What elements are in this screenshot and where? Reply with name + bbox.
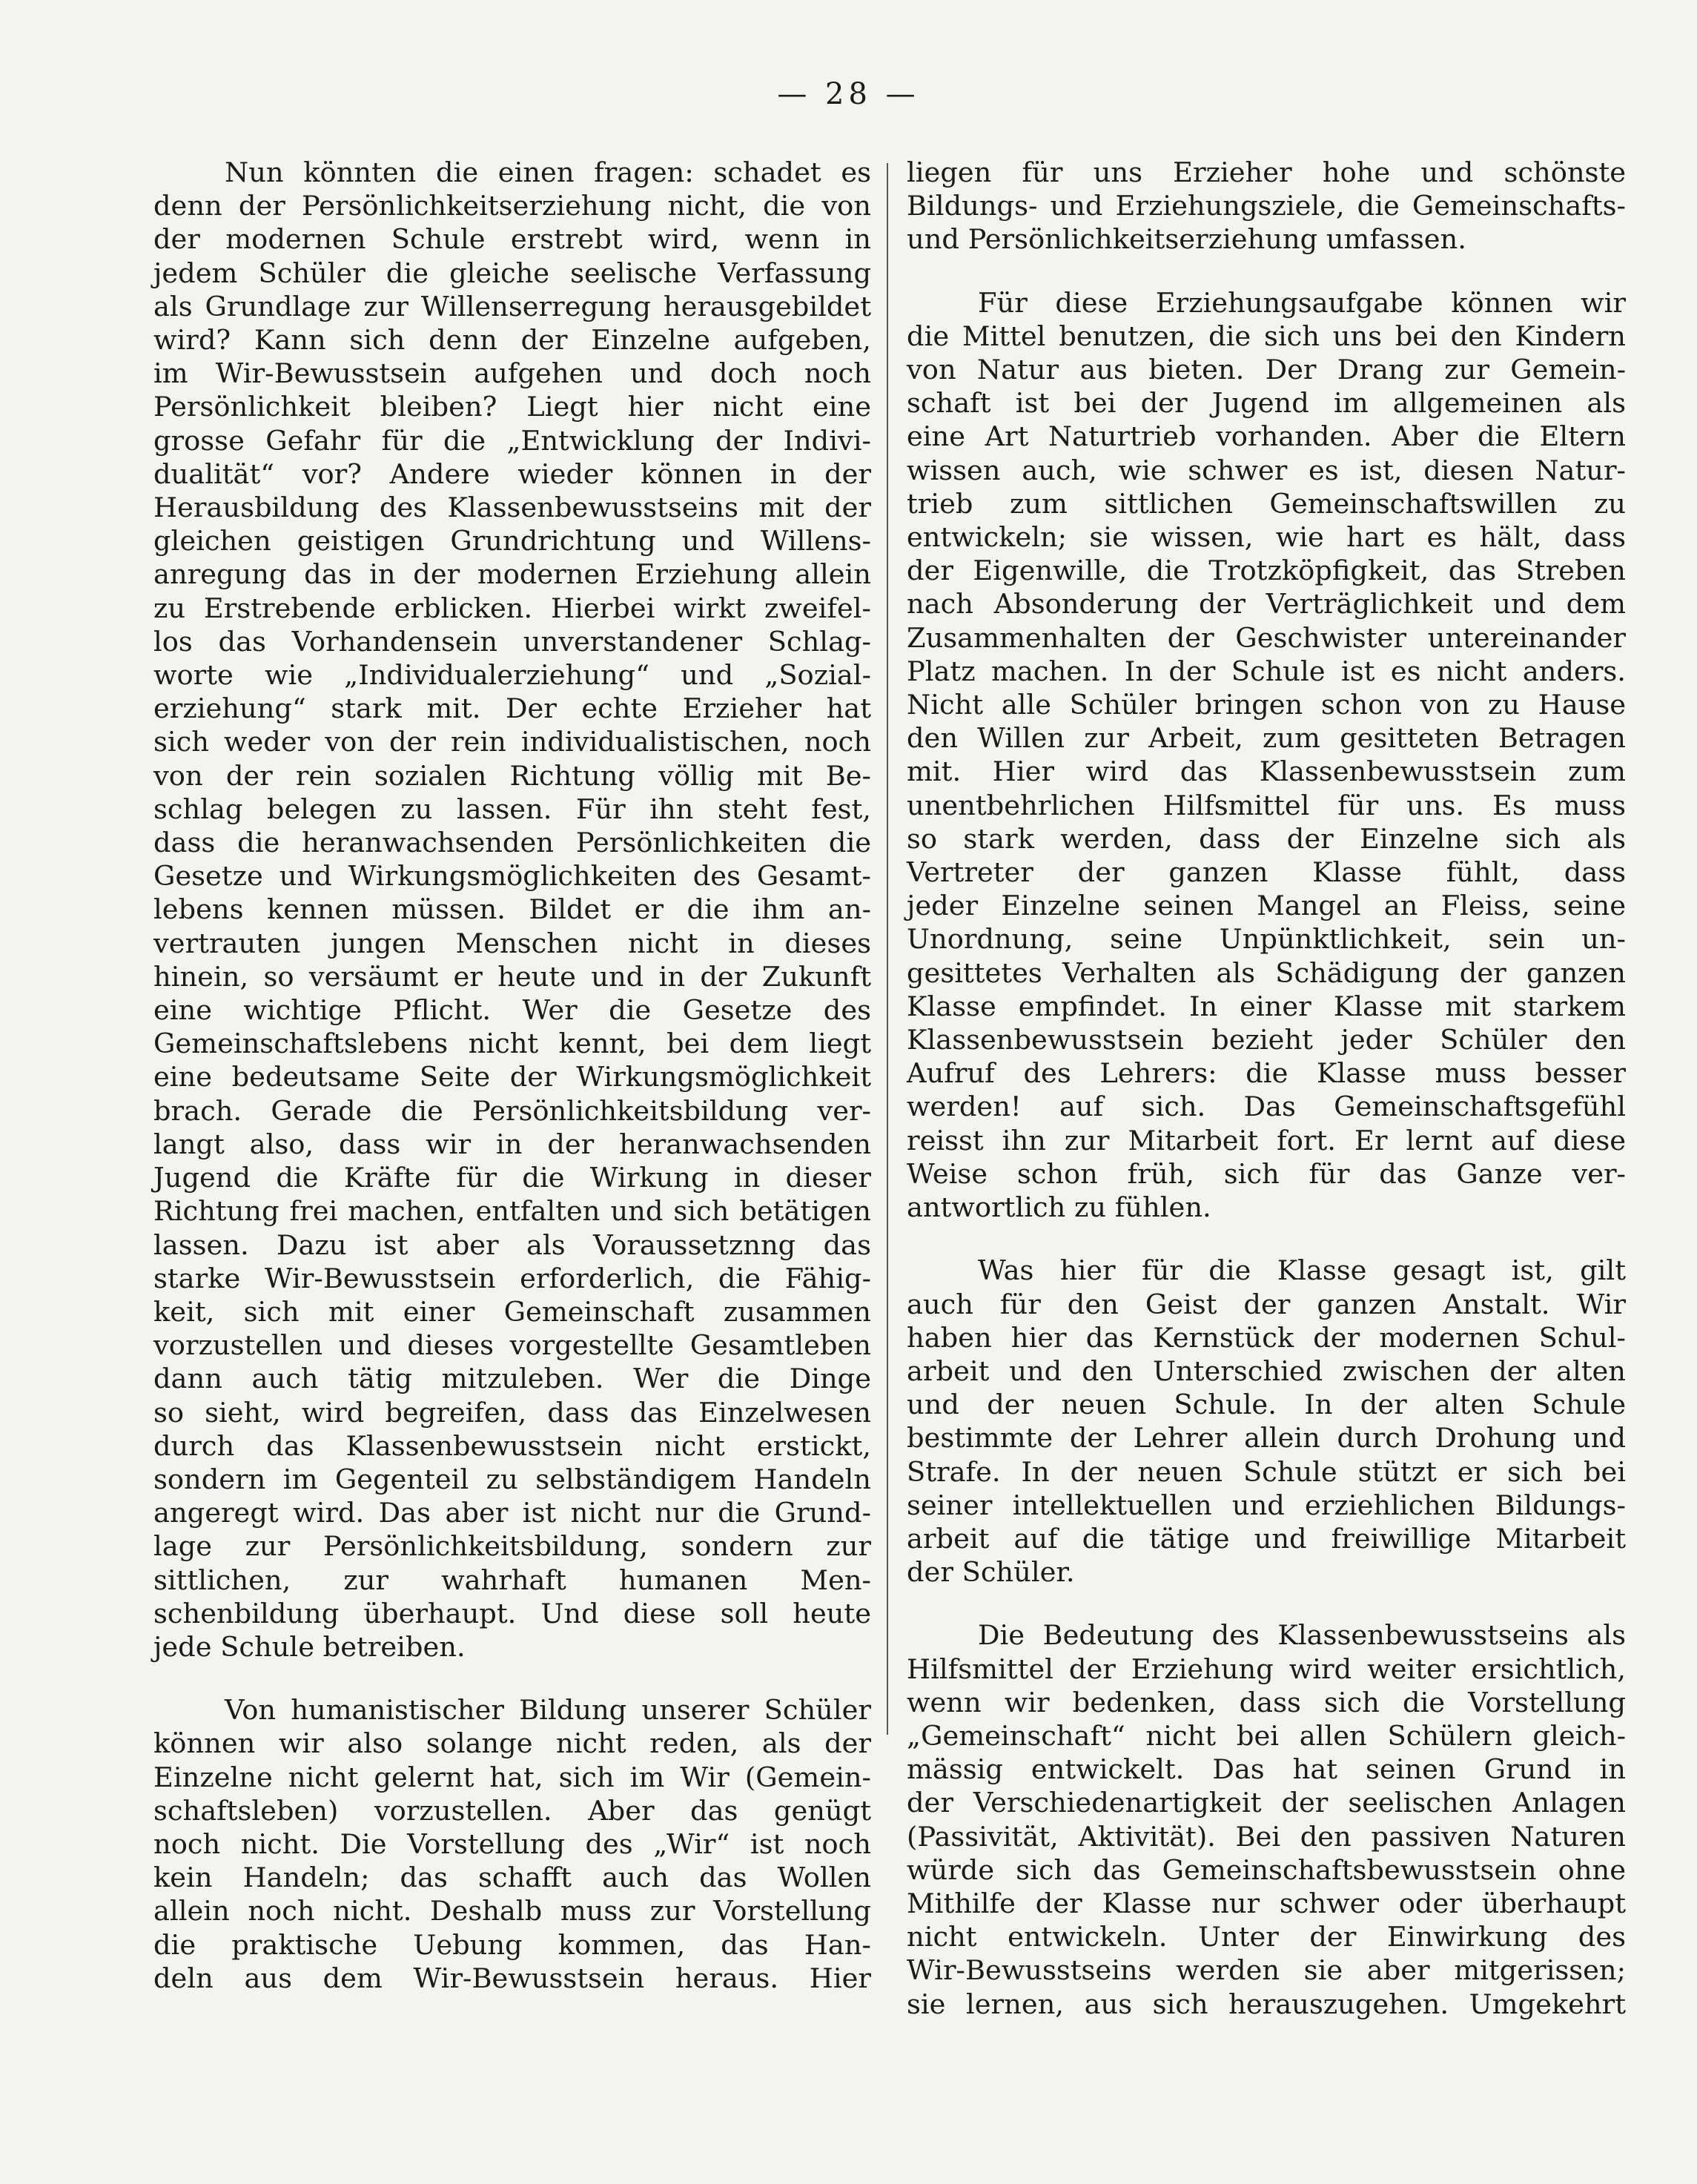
text-line: schenbildung überhaupt. Und diese soll heute xyxy=(153,1597,871,1629)
text-line: trieb zum sittlichen Gemeinschaftswillen zu xyxy=(907,487,1626,520)
text-line: nach Absonderung der Verträglichkeit und dem xyxy=(907,588,1626,621)
text-line: Weise schon früh, sich für das Ganze ver- xyxy=(907,1157,1626,1190)
paragraph-gap xyxy=(907,257,1626,286)
text-line: sittlichen, zur wahrhaft humanen Men- xyxy=(153,1563,871,1596)
text-line: deln aus dem Wir-Bewusstsein heraus. Hier xyxy=(153,1962,871,1994)
text-line: (Passivität, Aktivität). Bei den passiven Naturen xyxy=(907,1820,1626,1853)
text-line: und Persönlichkeitserziehung umfassen. xyxy=(907,223,1466,256)
text-line: vertrauten jungen Menschen nicht in dieses xyxy=(153,927,871,959)
text-line: noch nicht. Die Vorstellung des „Wir“ ist noch xyxy=(153,1827,871,1860)
text-line: sie lernen, aus sich herauszugehen. Umgekehrt xyxy=(907,1988,1626,2020)
column-divider xyxy=(887,163,888,1735)
text-line: allein noch nicht. Deshalb muss zur Vorstellung xyxy=(153,1895,871,1927)
text-line: anregung das in der modernen Erziehung allein xyxy=(153,558,871,591)
text-line: schaft ist bei der Jugend im allgemeinen als xyxy=(907,387,1626,420)
text-line: und der neuen Schule. In der alten Schule xyxy=(907,1389,1626,1421)
text-line: von Natur aus bieten. Der Drang zur Gemein- xyxy=(907,354,1626,386)
text-line: Mithilfe der Klasse nur schwer oder überhaupt xyxy=(907,1887,1626,1919)
text-line: wissen auch, wie schwer es ist, diesen Natur- xyxy=(907,454,1626,486)
paragraph xyxy=(907,1254,1626,1589)
text-line: so sieht, wird begreifen, dass das Einzelwesen xyxy=(153,1396,871,1429)
text-line: starke Wir-Bewusstsein erforderlich, die Fähig- xyxy=(153,1262,871,1294)
right-column xyxy=(907,156,1626,2021)
page-number: — 28 — xyxy=(777,77,920,111)
text-line: Wir-Bewusstseins werden sie aber mitgerissen; xyxy=(907,1954,1626,1987)
text-line: sich weder von der rein individualistischen, noch xyxy=(153,726,871,758)
text-line: Gesetze und Wirkungsmöglichkeiten des Gesamt- xyxy=(153,860,871,893)
text-line: Nun könnten die einen fragen: schadet es xyxy=(225,156,871,188)
text-line: angeregt wird. Das aber ist nicht nur die Grund- xyxy=(153,1497,871,1529)
text-line: hinein, so versäumt er heute und in der Zukunft xyxy=(153,960,871,993)
text-line: eine bedeutsame Seite der Wirkungsmöglichkeit xyxy=(153,1061,871,1093)
text-line: wenn wir bedenken, dass sich die Vorstellung xyxy=(907,1686,1626,1718)
text-line: werden! auf sich. Das Gemeinschaftsgefühl xyxy=(907,1091,1626,1123)
text-line: als Grundlage zur Willenserregung herausgebildet xyxy=(153,290,871,322)
text-line: Klassenbewusstsein bezieht jeder Schüler den xyxy=(907,1024,1626,1056)
text-line: liegen für uns Erzieher hohe und schönste xyxy=(907,156,1626,188)
text-line: den Willen zur Arbeit, zum gesitteten Betragen xyxy=(907,722,1626,755)
text-line: Was hier für die Klasse gesagt ist, gilt xyxy=(978,1254,1626,1287)
paragraph xyxy=(907,1618,1626,2020)
text-line: Herausbildung des Klassenbewusstseins mit der xyxy=(153,492,871,524)
text-line: die praktische Uebung kommen, das Han- xyxy=(153,1928,871,1961)
text-line: Hilfsmittel der Erziehung wird weiter ersichtlich, xyxy=(907,1652,1626,1685)
text-line: so stark werden, dass der Einzelne sich als xyxy=(907,822,1626,855)
text-line: reisst ihn zur Mitarbeit fort. Er lernt auf diese xyxy=(907,1124,1626,1156)
text-line: dualität“ vor? Andere wieder können in der xyxy=(153,457,871,490)
text-line: entwickeln; sie wissen, wie hart es hält, dass xyxy=(907,521,1626,554)
text-line: Klasse empfindet. In einer Klasse mit starkem xyxy=(907,990,1626,1022)
paragraph xyxy=(907,286,1626,1225)
text-line: langt also, dass wir in der heranwachsenden xyxy=(153,1128,871,1160)
text-line: jede Schule betreiben. xyxy=(153,1630,466,1663)
paragraph xyxy=(153,156,871,1664)
text-line: Von humanistischer Bildung unserer Schüler xyxy=(225,1694,871,1727)
text-line: Einzelne nicht gelernt hat, sich im Wir (Gemein- xyxy=(153,1761,871,1793)
text-line: Aufruf des Lehrers: die Klasse muss besser xyxy=(907,1057,1626,1090)
text-line: auch für den Geist der ganzen Anstalt. Wir xyxy=(907,1288,1626,1320)
text-line: Für diese Erziehungsaufgabe können wir xyxy=(978,286,1626,319)
text-line: seiner intellektuellen und erziehlichen Bildungs- xyxy=(907,1489,1626,1521)
text-line: Zusammenhalten der Geschwister untereinander xyxy=(907,621,1626,654)
text-line: würde sich das Gemeinschaftsbewusstsein ohne xyxy=(907,1853,1626,1886)
text-line: haben hier das Kernstück der modernen Schul- xyxy=(907,1321,1626,1354)
text-line: arbeit auf die tätige und freiwillige Mitarbeit xyxy=(907,1522,1626,1555)
text-line: Platz machen. In der Schule ist es nicht anders. xyxy=(907,655,1626,687)
text-line: im Wir-Bewusstsein aufgehen und doch noch xyxy=(153,357,871,390)
paragraph-gap xyxy=(907,1589,1626,1618)
text-line: dass die heranwachsenden Persönlichkeiten die xyxy=(153,827,871,859)
text-line: vorzustellen und dieses vorgestellte Gesamtleben xyxy=(153,1329,871,1362)
text-line: keit, sich mit einer Gemeinschaft zusammen xyxy=(153,1295,871,1328)
text-line: bestimmte der Lehrer allein durch Drohung und xyxy=(907,1422,1626,1455)
text-line: kein Handeln; das schafft auch das Wollen xyxy=(153,1862,871,1894)
text-line: gesittetes Verhalten als Schädigung der ganzen xyxy=(907,956,1626,989)
text-line: „Gemeinschaft“ nicht bei allen Schülern gleich- xyxy=(907,1719,1626,1752)
text-line: jeder Einzelne seinen Mangel an Fleiss, seine xyxy=(907,890,1626,922)
text-line: Die Bedeutung des Klassenbewusstseins als xyxy=(978,1619,1626,1652)
text-line: schlag belegen zu lassen. Für ihn steht fest, xyxy=(153,792,871,825)
text-line: von der rein sozialen Richtung völlig mit Be- xyxy=(153,759,871,792)
text-line: denn der Persönlichkeitserziehung nicht, die von xyxy=(153,190,871,222)
text-line: durch das Klassenbewusstsein nicht erstickt, xyxy=(153,1429,871,1462)
text-line: antwortlich zu fühlen. xyxy=(907,1191,1211,1224)
text-line: lebens kennen müssen. Bildet er die ihm an- xyxy=(153,893,871,926)
text-line: arbeit und den Unterschied zwischen der alten xyxy=(907,1354,1626,1387)
left-column xyxy=(153,156,871,1995)
text-line: der Verschiedenartigkeit der seelischen Anlagen xyxy=(907,1787,1626,1819)
text-line: der Schüler. xyxy=(907,1556,1075,1589)
text-line: mit. Hier wird das Klassenbewusstsein zum xyxy=(907,755,1626,788)
text-line: gleichen geistigen Grundrichtung und Willens- xyxy=(153,525,871,557)
paragraph-gap xyxy=(153,1664,871,1693)
text-line: der Eigenwille, die Trotzköpfigkeit, das Streben xyxy=(907,555,1626,587)
text-line: Jugend die Kräfte für die Wirkung in dieser xyxy=(153,1162,871,1194)
text-line: nicht entwickeln. Unter der Einwirkung des xyxy=(907,1921,1626,1953)
text-line: grosse Gefahr für die „Entwicklung der Indivi- xyxy=(153,424,871,457)
text-line: brach. Gerade die Persönlichkeitsbildung ver- xyxy=(153,1094,871,1127)
text-line: Gemeinschaftslebens nicht kennt, bei dem liegt xyxy=(153,1028,871,1060)
text-line: Nicht alle Schüler bringen schon von zu Hause xyxy=(907,689,1626,721)
text-line: dann auch tätig mitzuleben. Wer die Dinge xyxy=(153,1363,871,1395)
text-line: Richtung frei machen, entfalten und sich betätigen xyxy=(153,1195,871,1228)
text-line: eine Art Naturtrieb vorhanden. Aber die Eltern xyxy=(907,420,1626,453)
paragraph xyxy=(907,156,1626,257)
text-line: unentbehrlichen Hilfsmittel für uns. Es muss xyxy=(907,789,1626,821)
text-line: Vertreter der ganzen Klasse fühlt, dass xyxy=(907,856,1626,889)
text-line: jedem Schüler die gleiche seelische Verfassung xyxy=(153,257,871,289)
text-line: sondern im Gegenteil zu selbständigem Handeln xyxy=(153,1463,871,1495)
text-line: eine wichtige Pflicht. Wer die Gesetze des xyxy=(153,994,871,1027)
text-line: los das Vorhandensein unverstandener Schlag- xyxy=(153,625,871,658)
paragraph xyxy=(153,1693,871,1995)
text-line: wird? Kann sich denn der Einzelne aufgeben, xyxy=(153,324,871,357)
text-line: worte wie „Individualerziehung“ und „Sozial- xyxy=(153,659,871,692)
text-line: zu Erstrebende erblicken. Hierbei wirkt zweifel- xyxy=(153,592,871,624)
text-line: können wir also solange nicht reden, als der xyxy=(153,1727,871,1760)
text-line: erziehung“ stark mit. Der echte Erzieher hat xyxy=(153,692,871,725)
text-line: mässig entwickelt. Das hat seinen Grund in xyxy=(907,1753,1626,1786)
paragraph-gap xyxy=(907,1224,1626,1254)
text-line: Bildungs- und Erziehungsziele, die Gemeinschafts- xyxy=(907,190,1626,222)
text-line: schaftsleben) vorzustellen. Aber das genügt xyxy=(153,1794,871,1827)
text-line: Persönlichkeit bleiben? Liegt hier nicht eine xyxy=(153,391,871,423)
text-line: der modernen Schule erstrebt wird, wenn in xyxy=(153,223,871,256)
text-line: Unordnung, seine Unpünktlichkeit, sein un- xyxy=(907,923,1626,956)
text-line: Strafe. In der neuen Schule stützt er sich bei xyxy=(907,1455,1626,1488)
text-line: lassen. Dazu ist aber als Voraussetznng das xyxy=(153,1228,871,1261)
text-line: lage zur Persönlichkeitsbildung, sondern zur xyxy=(153,1530,871,1563)
text-line: die Mittel benutzen, die sich uns bei den Kindern xyxy=(907,320,1626,352)
